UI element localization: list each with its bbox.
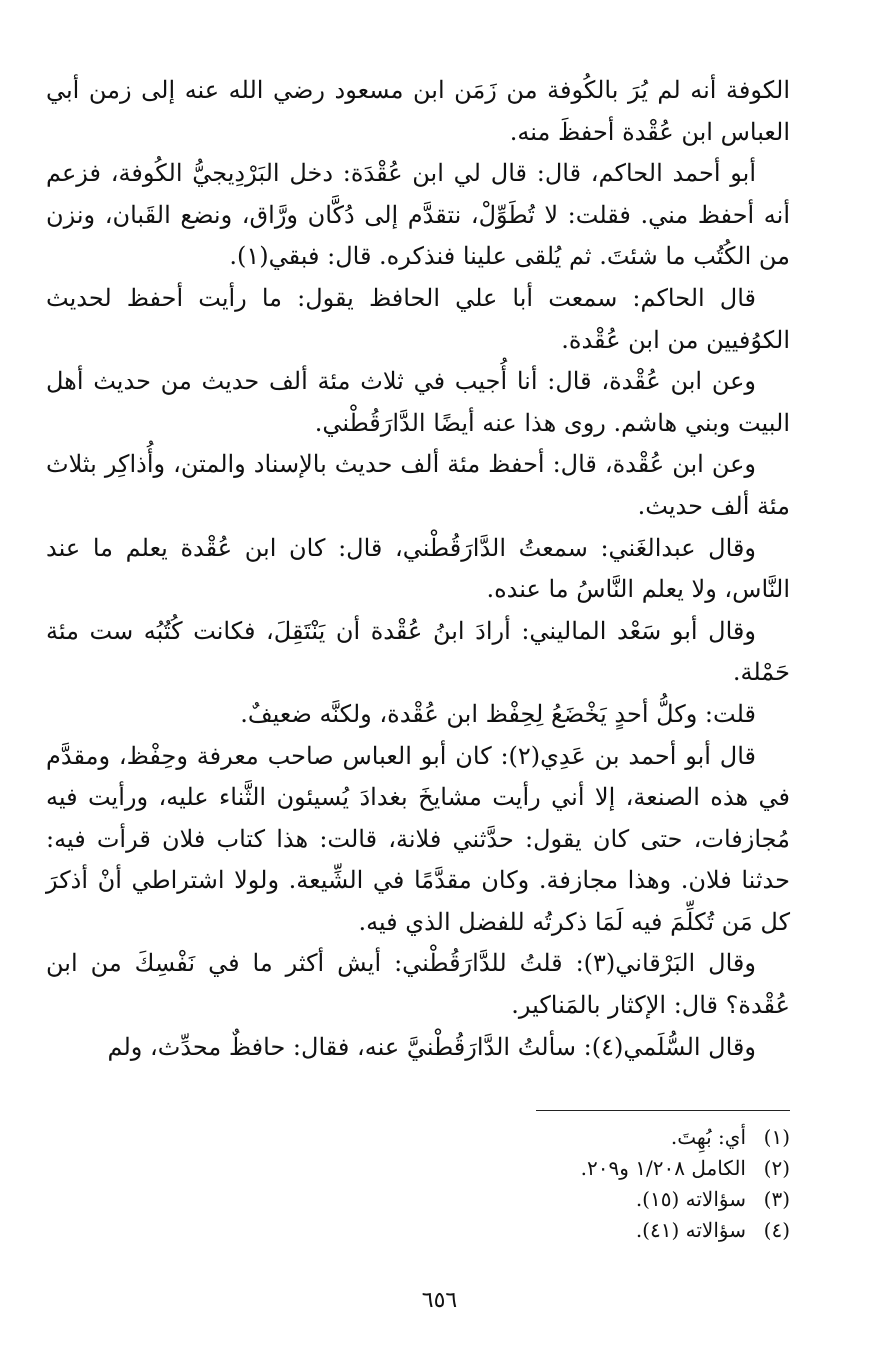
paragraph: أبو أحمد الحاكم، قال: قال لي ابن عُقْدَة: دخل البَرْدِيجيُّ الكُوفة، فزعم أنه أحفظ مني. فقلت: لا تُطَوِّلْ، نتقدَّم إلى دُكَّان ورَّاق، ونضع القَبان، ونزن من الكُتُب ما شئتَ. ثم يُلقى علينا فنذكره. قال: فبقي(١). — [46, 159, 790, 271]
footnote-divider — [536, 1110, 790, 1111]
paragraph: وقال السُّلَمي(٤): سألتُ الدَّارَقُطْنيَّ عنه، فقال: حافظٌ محدِّث، ولم — [107, 1032, 756, 1061]
footnote — [300, 1215, 790, 1246]
footnote-number: (١) — [763, 1125, 790, 1149]
footnote-text: سؤالاته (٤١). — [635, 1218, 746, 1242]
paragraph: وقال عبدالغَني: سمعتُ الدَّارَقُطْني، قال: كان ابن عُقْدة يعلم ما عند النَّاس، ولا يعلم النَّاسُ ما عنده. — [46, 533, 790, 604]
paragraph: وقال أبو سَعْد الماليني: أرادَ ابنُ عُقْدة أن يَنْتَقِلَ، فكانت كُتُبُه ست مئة حَمْلة. — [46, 616, 790, 687]
footnote — [300, 1122, 790, 1153]
paragraph: قال أبو أحمد بن عَدِي(٢): كان أبو العباس صاحب معرفة وحِفْظ، ومقدَّم في هذه الصنعة، إلا أني رأيت مشايخَ بغدادَ يُسيئون الثَّناء عليه، ورأيت فيه مُجازفات، حتى كان يقول: حدَّثني فلانة، قالت: هذا كتاب فلان قرأت فيه: حدثنا فلان. وهذا مجازفة. وكان مقدَّمًا في الشِّيعة. ولولا اشتراطي أنْ أذكرَ كل مَن تُكلِّمَ فيه لَمَا ذكرتُه للفضل الذي فيه. — [46, 741, 791, 936]
footnote — [300, 1153, 790, 1184]
paragraph: وعن ابن عُقْدة، قال: أحفظ مئة ألف حديث بالإسناد والمتن، وأُذاكِر بثلاث مئة ألف حديث. — [46, 450, 790, 520]
footnote-text: أي: بُهِتَ. — [670, 1125, 746, 1149]
footnote — [300, 1184, 790, 1215]
footnote-text: سؤالاته (١٥). — [635, 1187, 746, 1211]
paragraph: وقال البَرْقاني(٣): قلتُ للدَّارَقُطْني: أيش أكثر ما في نَفْسِكَ من ابن عُقْدة؟ قال: الإكثار بالمَناكير. — [46, 949, 790, 1020]
footnote-number: (٣) — [763, 1187, 790, 1211]
main-text — [46, 70, 790, 1068]
footnote-text: الكامل ١/٢٠٨ و٢٠٩. — [580, 1156, 746, 1180]
paragraph-continuation: الكوفة أنه لم يُرَ بالكُوفة من زَمَن ابن مسعود رضي الله عنه إلى زمن أبي العباس ابن عُقْدة أحفظَ منه. — [46, 76, 790, 146]
paragraph: قال الحاكم: سمعت أبا علي الحافظ يقول: ما رأيت أحفظ لحديث الكوُفيين من ابن عُقْدة. — [46, 283, 790, 354]
paragraph: وعن ابن عُقْدة، قال: أنا أُجيب في ثلاث مئة ألف حديث من حديث أهل البيت وبني هاشم. روى هذا عنه أيضًا الدَّارَقُطْني. — [46, 367, 790, 437]
footnotes — [300, 1122, 790, 1246]
paragraph: قلت: وكلُّ أحدٍ يَخْضَعُ لِحِفْظ ابن عُقْدة، ولكنَّه ضعيفٌ. — [240, 699, 756, 728]
footnote-number: (٢) — [763, 1156, 790, 1180]
page-number: ٦٥٦ — [421, 1288, 458, 1313]
footnote-number: (٤) — [763, 1218, 790, 1242]
